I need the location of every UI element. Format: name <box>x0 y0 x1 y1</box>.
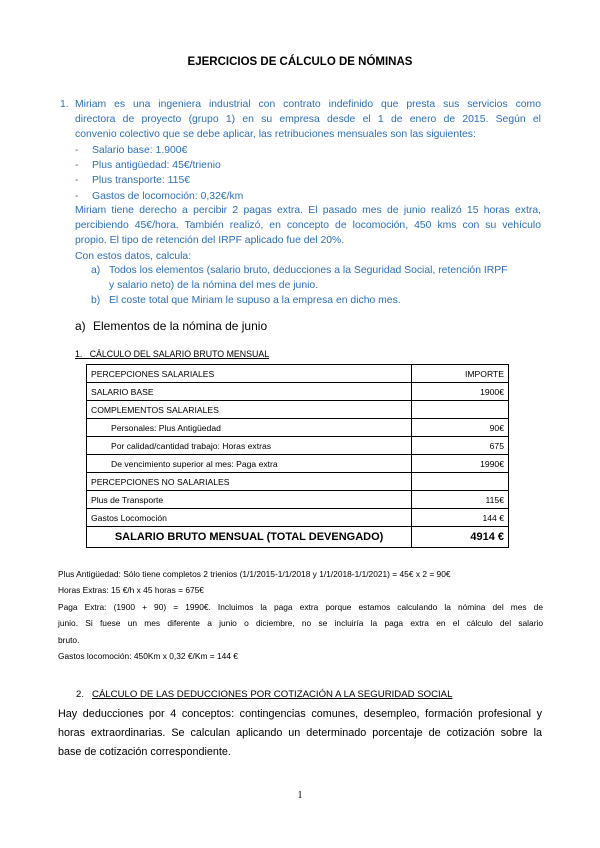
page-title: EJERCICIOS DE CÁLCULO DE NÓMINAS <box>187 56 413 68</box>
exercise-paragraph: Miriam tiene derecho a percibir 2 pagas extra. El pasado mes de junio realizó 15 horas extra, percibiendo 45€/hora. También realizó, en concepto de locomoción, 450 kms con su vehículo propio. El tipo de retención del IRPF aplicado fue del 20%. Con estos datos, calcula: <box>75 203 541 264</box>
section-a-heading: a) Elementos de la nómina de junio <box>75 319 268 333</box>
page-number: 1 <box>297 790 303 801</box>
note-plus: Plus Antigüedad: Sólo tiene completos 2 trienios (1/1/2015-1/1/2018 y 1/1/2018-1/1/2021) = 45€ x 2 = 90€ <box>58 569 451 579</box>
list-item: - Gastos de locomoción: 0,32€/km <box>75 190 244 202</box>
note-horas: Horas Extras: 15 €/h x 45 horas = 675€ <box>58 585 204 596</box>
table-row: SALARIO BASE 1900€ <box>87 383 509 401</box>
table-row: Gastos Locomoción 144 € <box>87 509 509 527</box>
table-row: De vencimiento superior al mes: Paga extra 1990€ <box>87 455 509 473</box>
salary-table <box>86 364 509 548</box>
retribution-list <box>75 143 375 204</box>
table-row: Plus de Transporte 115€ <box>87 491 509 509</box>
exercise-number: 1. <box>60 99 69 110</box>
section2-heading: 2. CÁLCULO DE LAS DEDUCCIONES POR COTIZACIÓN A LA SEGURIDAD SOCIAL <box>76 689 453 700</box>
table-row: COMPLEMENTOS SALARIALES <box>87 401 509 419</box>
task-list: a) Todos los elementos (salario bruto, deducciones a la Seguridad Social, retención IRPF y salario neto) de la nómina del mes de junio. b) El coste total que Miriam le supuso a la empresa en dicho mes. <box>91 263 541 309</box>
table-total-row: SALARIO BRUTO MENSUAL (TOTAL DEVENGADO) 4914 € <box>87 527 509 548</box>
calculation-notes: Plus Antigüedad: Sólo tiene completos 2 trienios (1/1/2015-1/1/2018 y 1/1/2018-1/1/2021) = 45€ x 2 = 90€ Horas Extras: 15 €/h x 45 horas = 675€ Paga Extra: (1900 + 90) = 1990€. Incluimos la paga extra porque estamos calculando la nómina del mes de junio. Si fuese un mes diferente a junio o diciembre, no se incluiría la paga extra en el cálculo del salario bruto. Gastos locomoción: 450Km x 0,32 €/Km = 144 € <box>58 566 543 664</box>
list-item: b) El coste total que Miriam le supuso a la empresa en dicho mes. <box>91 295 401 307</box>
calc-intro: Con estos datos, calcula: <box>75 250 192 262</box>
section1-heading: 1. CÁLCULO DEL SALARIO BRUTO MENSUAL <box>75 349 270 359</box>
list-item: - Plus antigüedad: 45€/trienio <box>75 160 221 172</box>
list-item: - Plus transporte: 115€ <box>75 175 191 187</box>
table-row: PERCEPCIONES NO SALARIALES <box>87 473 509 491</box>
table-row: Personales: Plus Antigüedad 90€ <box>87 419 509 437</box>
exercise-intro: Miriam es una ingeniera industrial con contrato indefinido que presta sus servicios como directora de proyecto (grupo 1) en su empresa desde el 1 de enero de 2015. Según el convenio colectivo que se debe aplicar, las retribuciones mensuales son las siguientes: <box>75 99 541 141</box>
table-row: Por calidad/cantidad trabajo: Horas extras 675 <box>87 437 509 455</box>
note-gastos: Gastos locomoción: 450Km x 0,32 €/Km = 144 € <box>58 651 238 662</box>
section2-text: Hay deducciones por 4 conceptos: contingencias comunes, desempleo, formación profesional y horas extraordinarias. Se calculan aplicando un determinado porcentaje de cotización sobre la base de cotización correspondiente. <box>58 708 542 758</box>
note-paga: Paga Extra: (1900 + 90) = 1990€. Incluimos la paga extra porque estamos calculando la nómina del mes de <box>58 601 543 612</box>
list-item: - Salario base: 1.900€ <box>75 145 188 156</box>
table-header: PERCEPCIONES SALARIALES IMPORTE <box>87 365 509 383</box>
list-item: a) Todos los elementos (salario bruto, deducciones a la Seguridad Social, retención IRPF <box>91 265 508 276</box>
